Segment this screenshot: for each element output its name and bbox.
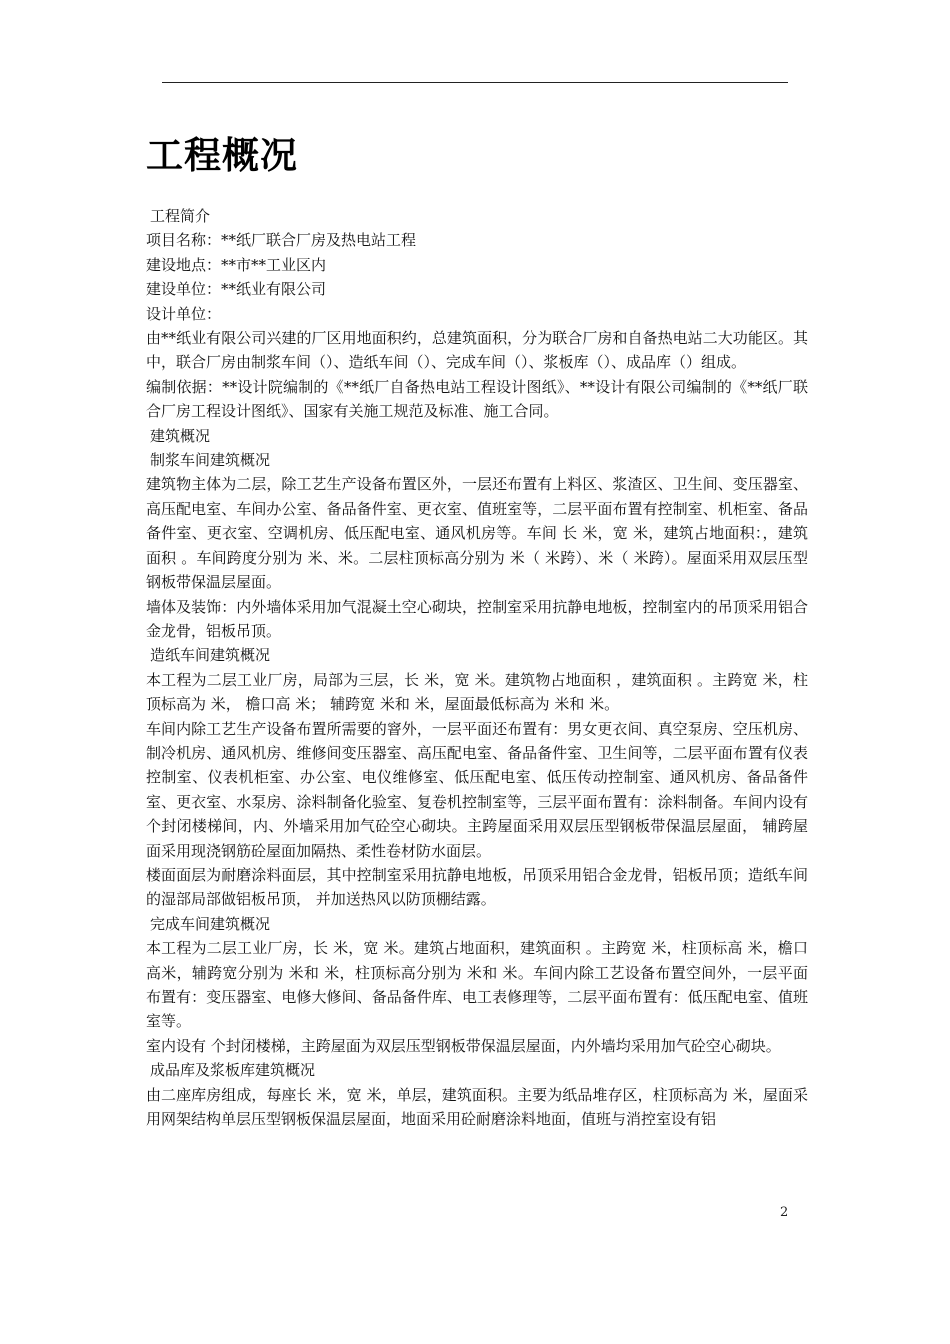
paragraph: 车间内除工艺生产设备布置所需要的窨外，一层平面还布置有：男女更衣间、真空泵房、空压机房、制冷机房、通风机房、维修间变压器室、高压配电室、备品备件室、卫生间等，二层平面布置有仪表控制室、仪表机柜室、办公室、电仪维修室、低压配电室、低压传动控制室、通风机房、备品备件室、更衣室、水泵房、涂料制备化验室、复卷机控制室等，三层平面布置有：涂料制备。车间内设有 个封闭楼梯间，内、外墙采用加气砼空心砌块。主跨屋面采用双层压型钢板带保温层屋面， 辅跨屋面采用现浇钢筋砼屋面加隔热、柔性卷材防水面层。 <box>146 719 808 860</box>
paragraph: 室内设有 个封闭楼梯，主跨屋面为双层压型钢板带保温层屋面，内外墙均采用加气砼空心砌块。 <box>146 1036 781 1055</box>
document-body <box>146 204 808 1131</box>
paragraph: 项目名称：**纸厂联合厂房及热电站工程 <box>146 231 417 250</box>
section-heading: 工程简介 <box>150 207 211 225</box>
paragraph: 编制依据：**设计院编制的《**纸厂自备热电站工程设计图纸》、**设计有限公司编制的《**纸厂联合厂房工程设计图纸》、国家有关施工规范及标准、施工合同。 <box>146 377 808 421</box>
paragraph: 设计单位： <box>146 304 222 323</box>
subsection-heading: 制浆车间建筑概况 <box>150 451 271 470</box>
paragraph: 建设单位：**纸业有限公司 <box>146 280 327 299</box>
paragraph: 由二座库房组成，每座长 米，宽 米，单层，建筑面积。主要为纸品堆存区，柱顶标高为 米，屋面采用网架结构单层压型钢板保温层屋面，地面采用砼耐磨涂料地面，值班与消控室设有铝 <box>146 1085 808 1129</box>
page-title: 工程概况 <box>146 134 298 177</box>
subsection-heading: 完成车间建筑概况 <box>150 914 271 933</box>
subsection-heading: 造纸车间建筑概况 <box>150 646 271 665</box>
paragraph: 楼面面层为耐磨涂料面层，其中控制室采用抗静电地板，吊顶采用铝合金龙骨，铝板吊顶；造纸车间的湿部局部做铝板吊顶， 并加送热风以防顶棚结露。 <box>146 865 808 909</box>
section-heading: 建筑概况 <box>150 426 211 445</box>
paragraph: 本工程为二层工业厂房，局部为三层，长 米，宽 米。建筑物占地面积 ，建筑面积 。主跨宽 米，柱顶标高为 米， 檐口高 米； 辅跨宽 米和 米，屋面最低标高为 米和 米。 <box>146 670 808 714</box>
paragraph: 建筑物主体为二层，除工艺生产设备布置区外，一层还布置有上料区、浆渣区、卫生间、变压器室、高压配电室、车间办公室、备品备件室、更衣室、值班室等，二层平面布置有控制室、机柜室、备品备件室、更衣室、空调机房、低压配电室、通风机房等。车间 长 米，宽 米，建筑占地面积：，建筑面积 。车间跨度分别为 米、米。二层柱顶标高分别为 米（ 米跨）、米（ 米跨）。屋面采用双层压型钢板带保温层屋面。 <box>146 475 808 592</box>
paragraph: 本工程为二层工业厂房，长 米，宽 米。建筑占地面积，建筑面积 。主跨宽 米，柱顶标高 米，檐口高米，辅跨宽分别为 米和 米，柱顶标高分别为 米和 米。车间内除工艺设备布置空间外，一层平面布置有：变压器室、电修大修间、备品备件库、电工表修理等，二层平面布置有：低压配电室、值班室等。 <box>146 939 808 1031</box>
subsection-heading: 成品库及浆板库建筑概况 <box>150 1061 316 1080</box>
paragraph: 建设地点：**市**工业区内 <box>146 255 327 274</box>
paragraph: 由**纸业有限公司兴建的厂区用地面积约，总建筑面积，分为联合厂房和自备热电站二大功能区。其中，联合厂房由制浆车间（）、造纸车间（）、完成车间（）、浆板库（）、成品库（）组成。 <box>146 329 808 372</box>
paragraph: 墙体及装饰：内外墙体采用加气混凝土空心砌块，控制室采用抗静电地板，控制室内的吊顶采用铝合金龙骨，铝板吊顶。 <box>146 597 808 640</box>
page-number: 2 <box>780 1205 789 1220</box>
header-rule <box>162 82 788 83</box>
